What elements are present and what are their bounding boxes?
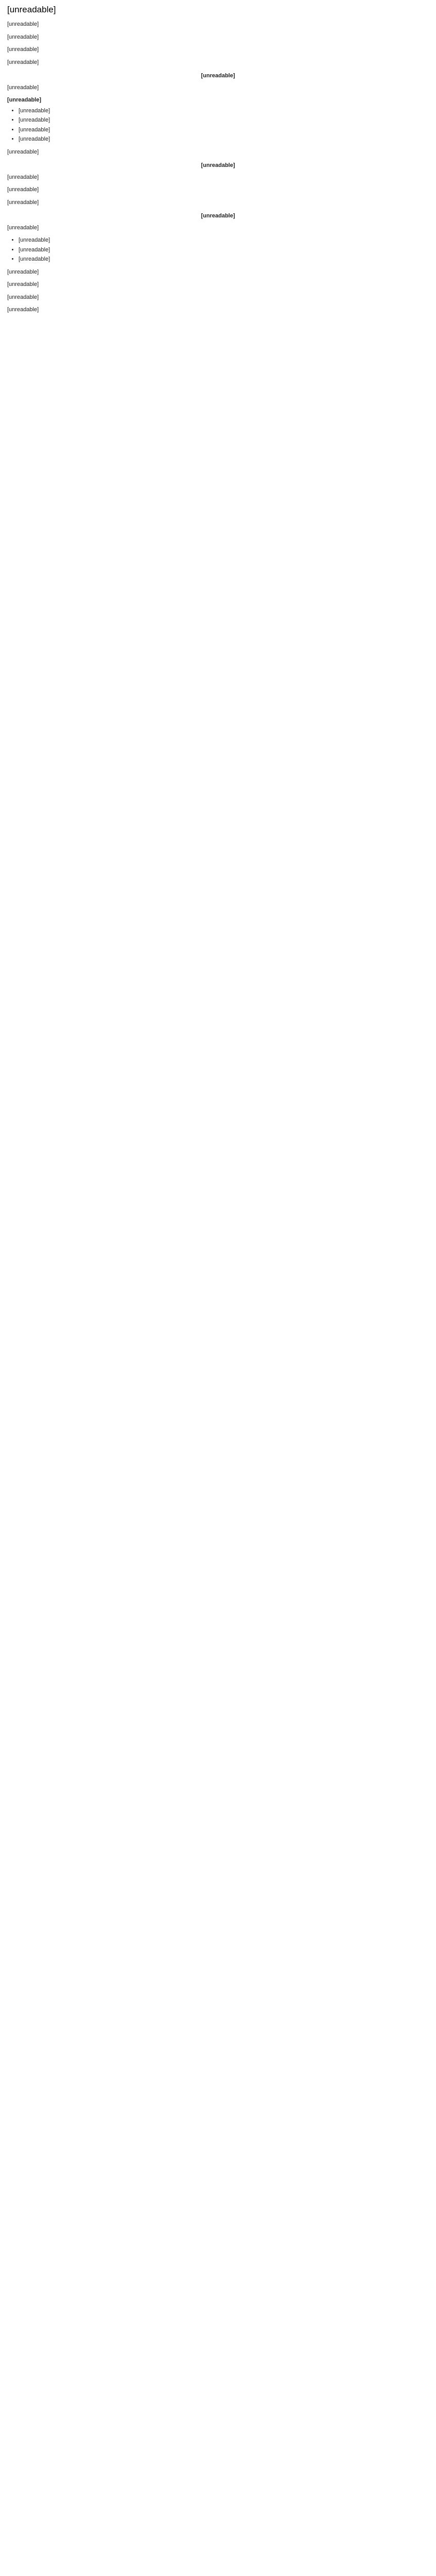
list-item: • [unreadable] <box>19 246 429 255</box>
paragraph: [unreadable] <box>7 46 39 53</box>
list-item: • [unreadable] <box>19 116 429 125</box>
paragraph: [unreadable] <box>7 187 39 193</box>
list-item: • [unreadable] <box>19 255 429 264</box>
paragraph: [unreadable] <box>7 148 39 155</box>
section-subheading: [unreadable] <box>7 97 42 104</box>
document-body <box>7 20 429 314</box>
paragraph: [unreadable] <box>7 199 39 206</box>
list-item: • [unreadable] <box>19 126 429 134</box>
paragraph: [unreadable] <box>7 84 39 91</box>
section-heading: [unreadable] <box>201 162 235 169</box>
document-page <box>0 0 436 329</box>
section-heading: [unreadable] <box>201 213 235 219</box>
paragraph: [unreadable] <box>7 281 39 288</box>
paragraph: [unreadable] <box>7 224 39 231</box>
paragraph: [unreadable] <box>7 33 39 40</box>
list-item: • [unreadable] <box>19 135 429 144</box>
paragraph: [unreadable] <box>7 307 39 313</box>
paragraph: [unreadable] <box>7 174 39 180</box>
document-title: [unreadable] <box>7 5 56 14</box>
section-heading: [unreadable] <box>201 73 235 79</box>
bullet-list <box>7 107 429 144</box>
list-item: • [unreadable] <box>19 107 429 115</box>
bullet-list <box>7 236 429 264</box>
paragraph: [unreadable] <box>7 294 39 300</box>
paragraph: [unreadable] <box>7 268 39 275</box>
list-item: • [unreadable] <box>19 236 429 245</box>
paragraph: [unreadable] <box>7 21 39 28</box>
paragraph: [unreadable] <box>7 59 39 65</box>
